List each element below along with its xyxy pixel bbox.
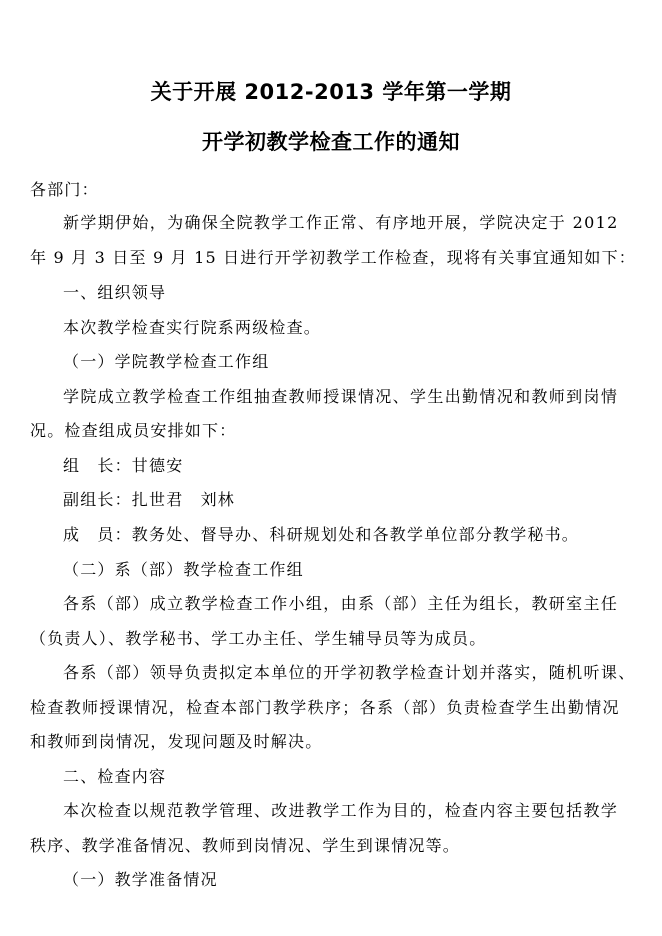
member-line: 组 长：甘德安 [63, 456, 184, 475]
paragraph-line: 各系（部）成立教学检查工作小组，由系（部）主任为组长，教研室主任 [63, 594, 619, 613]
member-line: 副组长：扎世君 刘林 [63, 490, 236, 509]
paragraph-line: 本次检查以规范教学管理、改进教学工作为目的，检查内容主要包括教学 [63, 801, 619, 820]
section-heading: 一、组织领导 [63, 283, 167, 302]
member-line: 成 员：教务处、督导办、科研规划处和各教学单位部分教学秘书。 [63, 525, 580, 544]
paragraph-line: 和教师到岗情况，发现问题及时解决。 [30, 732, 323, 751]
paragraph-line: 况。检查组成员安排如下： [30, 421, 237, 440]
paragraph-line: 各系（部）领导负责拟定本单位的开学初教学检查计划并落实，随机听课、 [63, 663, 636, 682]
subsection-heading: （二）系（部）教学检查工作组 [63, 560, 304, 579]
subsection-heading: （一）教学准备情况 [63, 870, 218, 889]
document-title-line-2: 开学初教学检查工作的通知 [202, 130, 460, 154]
document-title-line-1: 关于开展 2012-2013 学年第一学期 [150, 80, 512, 104]
subsection-heading: （一）学院教学检查工作组 [63, 352, 270, 371]
paragraph-line: 检查教师授课情况，检查本部门教学秩序；各系（部）负责检查学生出勤情况 [30, 698, 620, 717]
paragraph-line: 秩序、教学准备情况、教师到岗情况、学生到课情况等。 [30, 836, 461, 855]
paragraph-line: 年 9 月 3 日至 9 月 15 日进行开学初教学工作检查，现将有关事宜通知如下： [30, 248, 636, 267]
paragraph-line: （负责人）、教学秘书、学工办主任、学生辅导员等为成员。 [30, 629, 487, 648]
salutation: 各部门： [30, 180, 99, 199]
paragraph-line: 学院成立教学检查工作组抽查教师授课情况、学生出勤情况和教师到岗情 [63, 387, 619, 406]
paragraph-line: 新学期伊始，为确保全院教学工作正常、有序地开展，学院决定于 2012 [63, 213, 619, 232]
section-heading: 二、检查内容 [63, 767, 167, 786]
paragraph-line: 本次教学检查实行院系两级检查。 [63, 318, 322, 337]
